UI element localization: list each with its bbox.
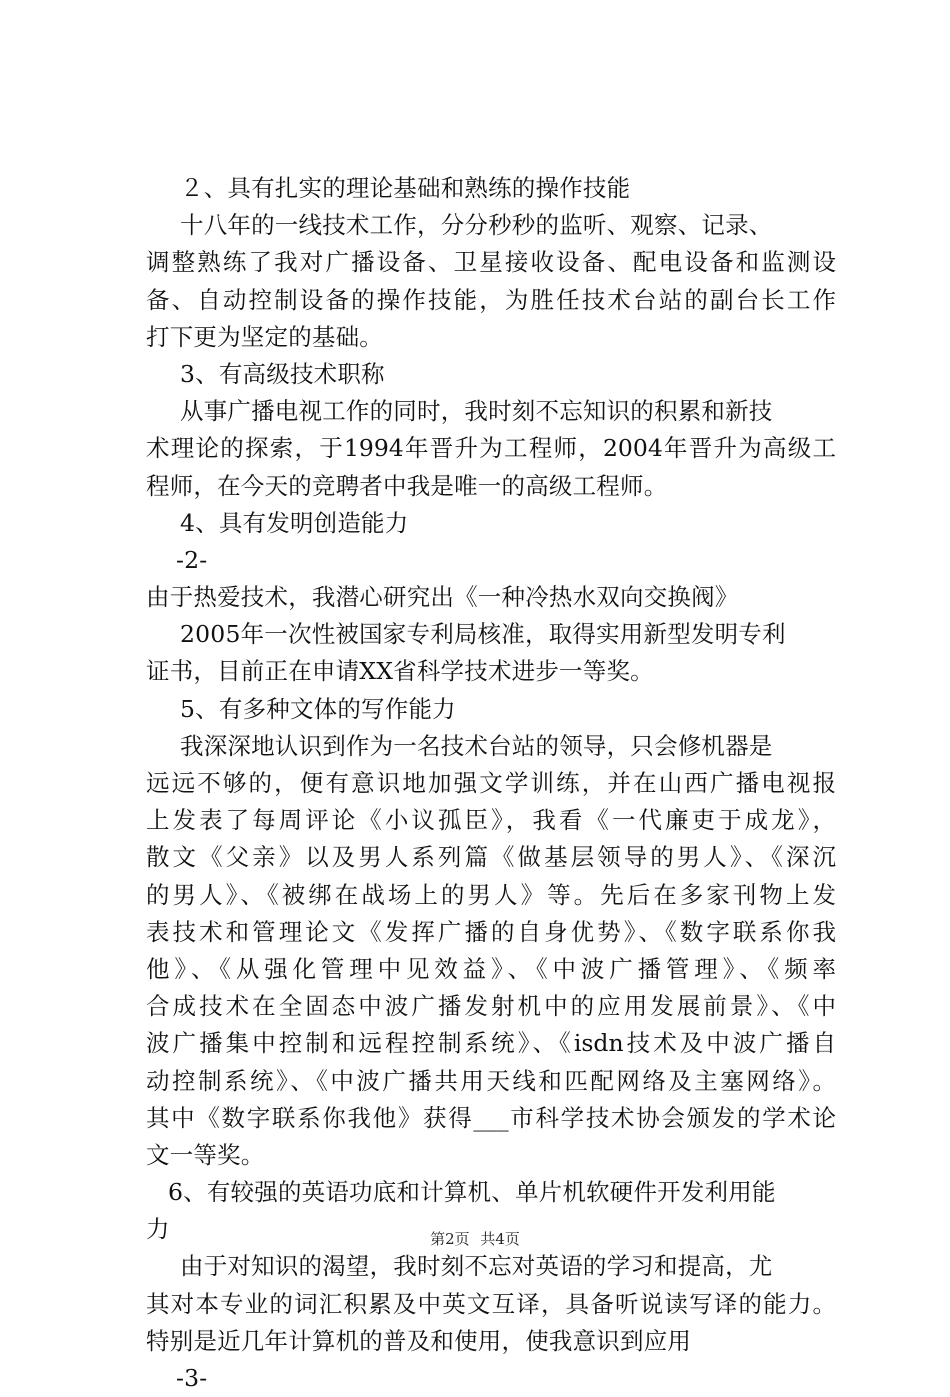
text-line: 由于热爱技术，我潜心研究出《一种冷热水双向交换阀》	[146, 583, 739, 612]
text-line: 力	[146, 1215, 170, 1244]
text-line: 术理论的探索，于1994年晋升为工程师，2004年晋升为高级工	[146, 434, 836, 463]
text-line: 4、具有发明创造能力	[180, 508, 409, 537]
text-line: 6、有较强的英语功底和计算机、单片机软硬件开发利用能	[168, 1178, 776, 1207]
text-line: 调整熟练了我对广播设备、卫星接收设备、配电设备和监测设	[146, 248, 836, 277]
document-body	[146, 170, 836, 1397]
text-line: 从事广播电视工作的同时，我时刻不忘知识的积累和新技	[180, 397, 773, 426]
footer-page-total: 共4页	[480, 1230, 520, 1248]
text-line: 上发表了每周评论《小议孤臣》，我看《一代廉吏于成龙》，	[146, 806, 836, 835]
page-marker: -3-	[176, 1364, 208, 1392]
text-line: 其对本专业的词汇积累及中英文互译，具备听说读写译的能力。	[146, 1289, 836, 1318]
text-line: 散文《父亲》以及男人系列篇《做基层领导的男人》、《深沉	[146, 843, 836, 872]
text-line: 我深深地认识到作为一名技术台站的领导，只会修机器是	[180, 731, 773, 760]
text-line: 十八年的一线技术工作，分分秒秒的监听、观察、记录、	[180, 211, 773, 240]
text-line: 特别是近几年计算机的普及和使用，使我意识到应用	[146, 1326, 692, 1355]
text-line: 由于对知识的渴望，我时刻不忘对英语的学习和提高，尤	[180, 1252, 773, 1281]
text-line: 他》、《从强化管理中见效益》、《中波广播管理》、《频率	[146, 954, 836, 983]
text-line: 合成技术在全固态中波广播发射机中的应用发展前景》、《中	[146, 992, 836, 1021]
text-line: 文一等奖。	[146, 1140, 265, 1169]
text-line: 打下更为坚定的基础。	[146, 322, 383, 351]
text-line: 备、自动控制设备的操作技能，为胜任技术台站的副台长工作	[146, 285, 836, 314]
text-line: 程师，在今天的竞聘者中我是唯一的高级工程师。	[146, 471, 668, 500]
text-line: ２、具有扎实的理论基础和熟练的操作技能	[180, 174, 631, 202]
text-line: 3、有高级技术职称	[180, 359, 385, 388]
text-line: 波广播集中控制和远程控制系统》、《isdn技术及中波广播自	[146, 1029, 836, 1058]
footer-page-number: 第2页	[430, 1230, 470, 1248]
page-marker: -2-	[176, 545, 208, 574]
page-footer	[0, 1228, 950, 1249]
text-line: 的男人》、《被绑在战场上的男人》等。先后在多家刊物上发	[146, 880, 836, 909]
text-line: 表技术和管理论文《发挥广播的自身优势》、《数字联系你我	[146, 917, 836, 946]
text-line: 2005年一次性被国家专利局核准，取得实用新型发明专利	[180, 620, 786, 649]
text-line: 远远不够的，便有意识地加强文学训练，并在山西广播电视报	[146, 769, 836, 797]
text-line: 其中《数字联系你我他》获得___市科学技术协会颁发的学术论	[146, 1103, 836, 1132]
text-line: 5、有多种文体的写作能力	[180, 694, 456, 723]
text-line: 动控制系统》、《中波广播共用天线和匹配网络及主塞网络》。	[146, 1066, 836, 1095]
text-line: 证书，目前正在申请XX省科学技术进步一等奖。	[146, 657, 654, 686]
